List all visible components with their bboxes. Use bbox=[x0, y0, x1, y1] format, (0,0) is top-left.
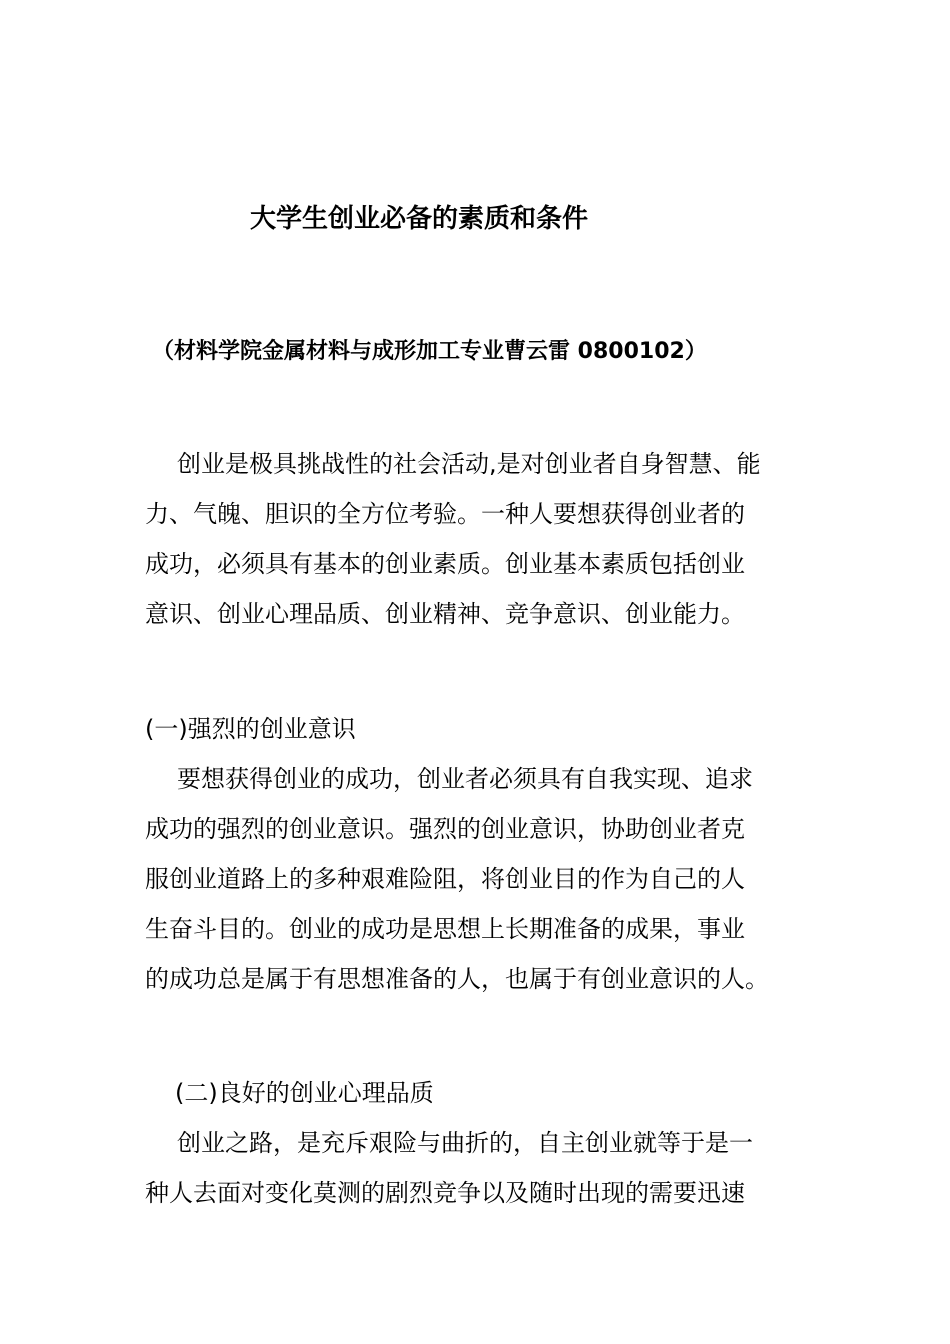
paragraph-line: 的成功总是属于有思想准备的人，也属于有创业意识的人。 bbox=[145, 965, 769, 993]
paragraph-line: 生奋斗目的。创业的成功是思想上长期准备的成果，事业 bbox=[145, 915, 745, 943]
document-title: 大学生创业必备的素质和条件 bbox=[250, 204, 589, 234]
paragraph-line: 种人去面对变化莫测的剧烈竞争以及随时出现的需要迅速 bbox=[145, 1179, 745, 1207]
paragraph-intro bbox=[145, 439, 805, 639]
paragraph-line: 服创业道路上的多种艰难险阻，将创业目的作为自己的人 bbox=[145, 865, 745, 893]
paragraph-section-1 bbox=[145, 754, 805, 1004]
paragraph-line: 意识、创业心理品质、创业精神、竞争意识、创业能力。 bbox=[145, 600, 745, 628]
paragraph-line: 创业之路，是充斥艰险与曲折的，自主创业就等于是一 bbox=[177, 1129, 753, 1157]
document-subtitle: （材料学院金属材料与成形加工专业曹云雷 0800102） bbox=[152, 339, 707, 364]
paragraph-line: 成功的强烈的创业意识。强烈的创业意识，协助创业者克 bbox=[145, 815, 745, 843]
paragraph-line: 成功，必须具有基本的创业素质。创业基本素质包括创业 bbox=[145, 550, 745, 578]
paragraph-line: 要想获得创业的成功，创业者必须具有自我实现、追求 bbox=[177, 765, 753, 793]
section-heading-1: (一)强烈的创业意识 bbox=[145, 715, 356, 743]
paragraph-line: 创业是极具挑战性的社会活动,是对创业者自身智慧、能 bbox=[177, 450, 761, 478]
paragraph-section-2 bbox=[145, 1118, 805, 1218]
paragraph-line: 力、气魄、胆识的全方位考验。一种人要想获得创业者的 bbox=[145, 500, 745, 528]
section-heading-2: (二)良好的创业心理品质 bbox=[175, 1079, 434, 1107]
